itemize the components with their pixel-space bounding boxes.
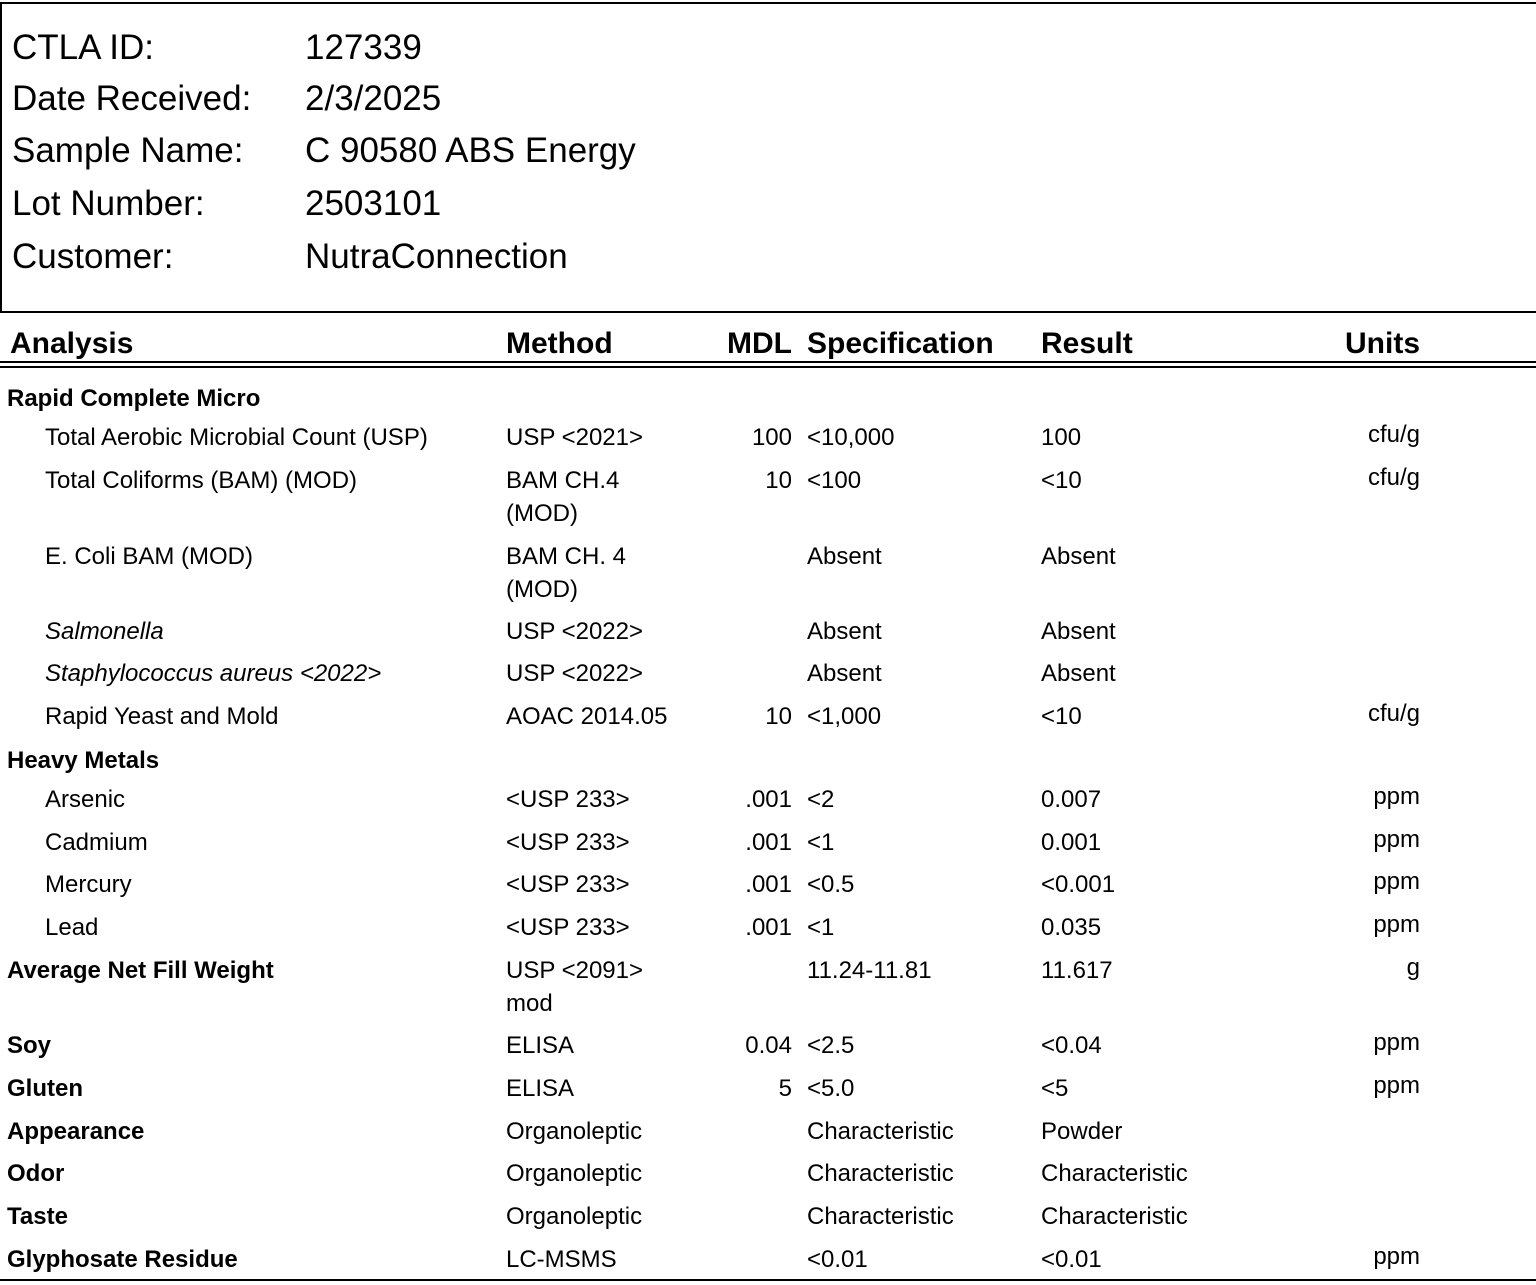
method-cell: <USP 233> (506, 871, 630, 898)
column-header-specification: Specification (807, 327, 994, 360)
analysis-cell: E. Coli BAM (MOD) (45, 543, 254, 570)
method-cell: USP <2021> (506, 424, 644, 451)
sample-name-label: Sample Name: (12, 131, 244, 170)
units-cell: ppm (1373, 1029, 1420, 1056)
customer-value: NutraConnection (305, 237, 568, 276)
method-cell: USP <2022> (506, 618, 644, 645)
specification-cell: Characteristic (807, 1203, 954, 1230)
mdl-cell: 10 (765, 703, 792, 730)
left-border (0, 2, 2, 311)
analysis-cell: Glyphosate Residue (7, 1246, 238, 1273)
result-cell: 0.001 (1041, 829, 1102, 856)
result-cell: 11.617 (1041, 957, 1113, 984)
analysis-cell: Rapid Complete Micro (7, 385, 261, 412)
result-cell: Absent (1041, 660, 1116, 687)
analysis-cell: Soy (7, 1032, 52, 1059)
top-border (0, 2, 1536, 4)
specification-cell: Absent (807, 618, 882, 645)
specification-cell: <1 (807, 829, 835, 856)
date-received-value: 2/3/2025 (305, 79, 442, 118)
mdl-cell: .001 (745, 829, 792, 856)
specification-cell: Absent (807, 543, 882, 570)
column-header-analysis: Analysis (10, 327, 134, 360)
result-cell: <10 (1041, 703, 1082, 730)
result-cell: Powder (1041, 1118, 1123, 1145)
units-cell: ppm (1373, 911, 1420, 938)
mdl-cell: .001 (745, 871, 792, 898)
lot-number-label: Lot Number: (12, 184, 205, 223)
method-cell: BAM CH. 4 (MOD) (506, 543, 627, 603)
units-cell: cfu/g (1367, 700, 1420, 727)
method-cell: ELISA (506, 1075, 575, 1102)
specification-cell: <100 (807, 467, 862, 494)
specification-cell: <2 (807, 786, 835, 813)
lot-number-value: 2503101 (305, 184, 442, 223)
analysis-cell: Total Coliforms (BAM) (MOD) (45, 467, 358, 494)
units-cell: ppm (1373, 868, 1420, 895)
analysis-cell: Gluten (7, 1075, 83, 1102)
method-cell: USP <2091> mod (506, 957, 644, 1017)
mdl-cell: 0.04 (745, 1032, 792, 1059)
method-cell: ELISA (506, 1032, 575, 1059)
result-cell: 100 (1041, 424, 1082, 451)
units-cell: ppm (1373, 783, 1420, 810)
mdl-cell: 10 (765, 467, 792, 494)
customer-label: Customer: (12, 237, 174, 276)
method-cell: <USP 233> (506, 786, 630, 813)
column-header-method: Method (506, 327, 613, 360)
mdl-cell: 100 (751, 424, 792, 451)
units-cell: ppm (1373, 826, 1420, 853)
mdl-cell: .001 (745, 786, 792, 813)
analysis-cell: Taste (7, 1203, 68, 1230)
units-cell: cfu/g (1367, 421, 1420, 448)
method-cell: Organoleptic (506, 1160, 643, 1187)
analysis-cell: Heavy Metals (7, 747, 160, 774)
specification-cell: 11.24-11.81 (807, 957, 932, 984)
analysis-cell: Appearance (7, 1118, 145, 1145)
specification-cell: <5.0 (807, 1075, 855, 1102)
result-cell: Characteristic (1041, 1160, 1188, 1187)
analysis-cell: Rapid Yeast and Mold (45, 703, 279, 730)
analysis-cell: Lead (45, 914, 99, 941)
sample-name-value: C 90580 ABS Energy (305, 131, 636, 170)
mdl-cell: 5 (778, 1075, 792, 1102)
result-cell: <10 (1041, 467, 1082, 494)
date-received-label: Date Received: (12, 79, 252, 118)
method-cell: Organoleptic (506, 1118, 643, 1145)
specification-cell: Absent (807, 660, 882, 687)
result-cell: <5 (1041, 1075, 1069, 1102)
ctla-id-label: CTLA ID: (12, 28, 154, 67)
analysis-cell: Average Net Fill Weight (7, 957, 274, 984)
ctla-id-value: 127339 (305, 28, 422, 67)
method-cell: BAM CH.4 (MOD) (506, 467, 620, 527)
specification-cell: <1 (807, 914, 835, 941)
method-cell: LC-MSMS (506, 1246, 617, 1273)
result-cell: <0.04 (1041, 1032, 1102, 1059)
column-header-mdl: MDL (727, 327, 792, 360)
column-header-units: Units (1345, 327, 1420, 360)
specification-cell: <2.5 (807, 1032, 855, 1059)
analysis-cell: Mercury (45, 871, 132, 898)
result-cell: Absent (1041, 618, 1116, 645)
analysis-cell: Total Aerobic Microbial Count (USP) (45, 424, 428, 451)
analysis-cell: Arsenic (45, 786, 126, 813)
analysis-cell: Salmonella (45, 618, 164, 645)
result-cell: <0.001 (1041, 871, 1116, 898)
table-bottom-border (0, 1279, 1536, 1281)
result-cell: Characteristic (1041, 1203, 1188, 1230)
column-header-result: Result (1041, 327, 1133, 360)
method-cell: AOAC 2014.05 (506, 703, 668, 730)
specification-cell: <0.5 (807, 871, 855, 898)
analysis-cell: Cadmium (45, 829, 148, 856)
method-cell: USP <2022> (506, 660, 644, 687)
analysis-cell: Staphylococcus aureus <2022> (45, 660, 382, 687)
result-cell: Absent (1041, 543, 1116, 570)
method-cell: <USP 233> (506, 914, 630, 941)
specification-cell: Characteristic (807, 1160, 954, 1187)
specification-cell: <10,000 (807, 424, 895, 451)
specification-cell: <1,000 (807, 703, 882, 730)
result-cell: 0.007 (1041, 786, 1102, 813)
units-cell: g (1406, 954, 1420, 981)
units-cell: ppm (1373, 1072, 1420, 1099)
specification-cell: Characteristic (807, 1118, 954, 1145)
units-cell: cfu/g (1367, 464, 1420, 491)
mdl-cell: .001 (745, 914, 792, 941)
method-cell: Organoleptic (506, 1203, 643, 1230)
analysis-cell: Odor (7, 1160, 65, 1187)
units-cell: ppm (1373, 1243, 1420, 1270)
result-cell: <0.01 (1041, 1246, 1102, 1273)
info-bottom-border (0, 311, 1536, 313)
method-cell: <USP 233> (506, 829, 630, 856)
result-cell: 0.035 (1041, 914, 1102, 941)
specification-cell: <0.01 (807, 1246, 868, 1273)
header-bottom-border-double (0, 366, 1536, 368)
